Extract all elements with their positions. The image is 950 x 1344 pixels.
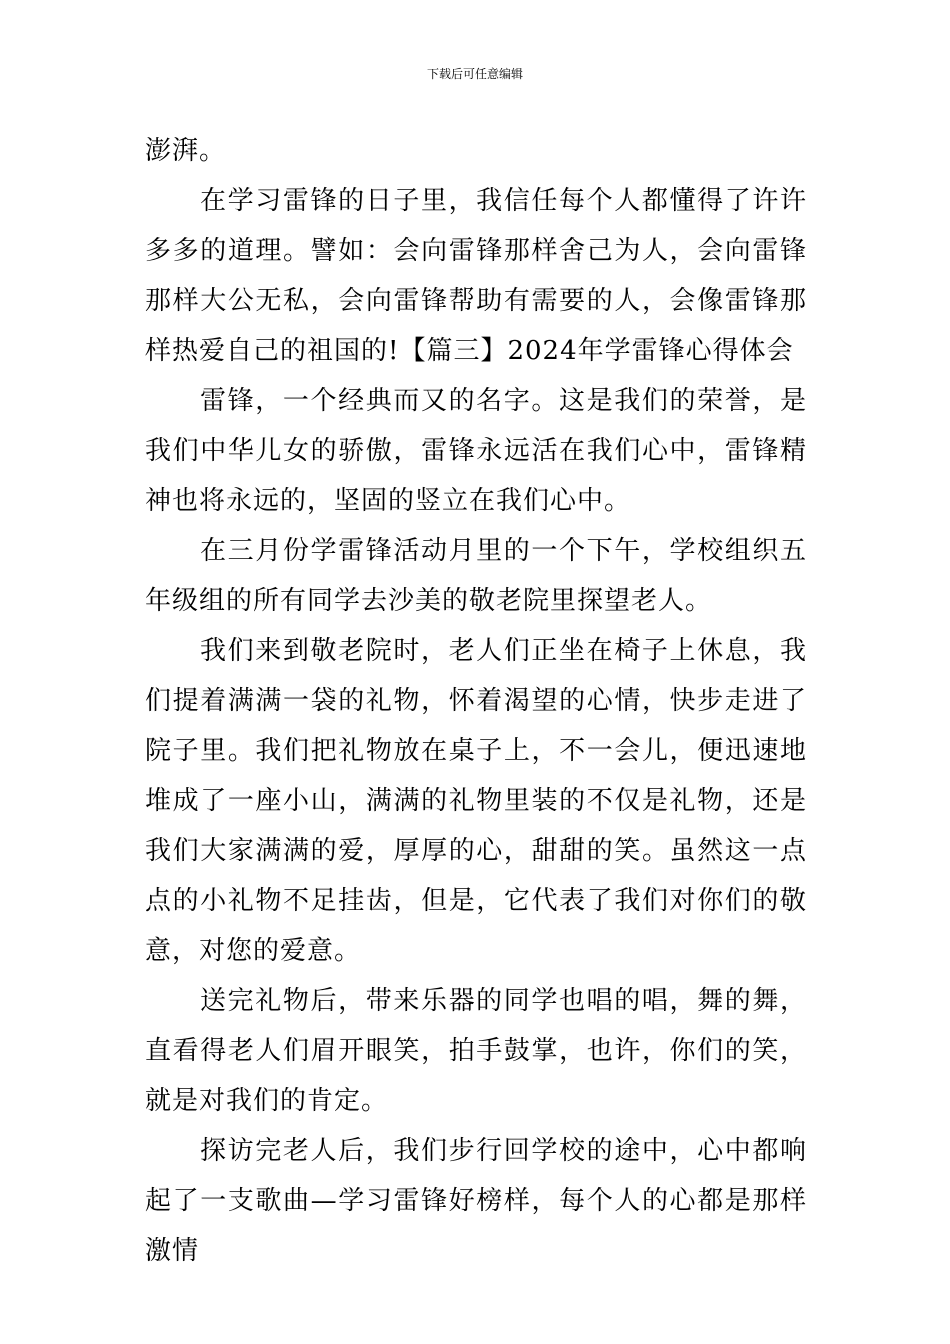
paragraph: 雷锋，一个经典而又的名字。这是我们的荣誉，是我们中华儿女的骄傲，雷锋永远活在我们心中，雷锋精神也将永远的，坚固的竖立在我们心中。 <box>145 386 807 516</box>
paragraph: 在三月份学雷锋活动月里的一个下午，学校组织五年级组的所有同学去沙美的敬老院里探望老人。 <box>145 536 807 616</box>
page-header-note: 下载后可任意编辑 <box>426 67 523 81</box>
paragraph: 探访完老人后，我们步行回学校的途中，心中都响起了一支歌曲—学习雷锋好榜样，每个人的心都是那样激情 <box>145 1136 807 1266</box>
document-body <box>145 126 807 1276</box>
paragraph: 我们来到敬老院时，老人们正坐在椅子上休息，我们提着满满一袋的礼物，怀着渴望的心情，快步走进了院子里。我们把礼物放在桌子上，不一会儿，便迅速地堆成了一座小山，满满的礼物里装的不仅是礼物，还是我们大家满满的爱，厚厚的心，甜甜的笑。虽然这一点点的小礼物不足挂齿，但是，它代表了我们对你们的敬意，对您的爱意。 <box>145 636 807 966</box>
paragraph: 在学习雷锋的日子里，我信任每个人都懂得了许许多多的道理。譬如：会向雷锋那样舍己为人，会向雷锋那样大公无私，会向雷锋帮助有需要的人，会像雷锋那样热爱自己的祖国的!【篇三】2024年学雷锋心得体会 <box>145 186 807 366</box>
paragraph-continuation: 澎湃。 <box>145 136 227 166</box>
paragraph: 送完礼物后，带来乐器的同学也唱的唱，舞的舞，直看得老人们眉开眼笑，拍手鼓掌，也许，你们的笑，就是对我们的肯定。 <box>145 986 807 1116</box>
